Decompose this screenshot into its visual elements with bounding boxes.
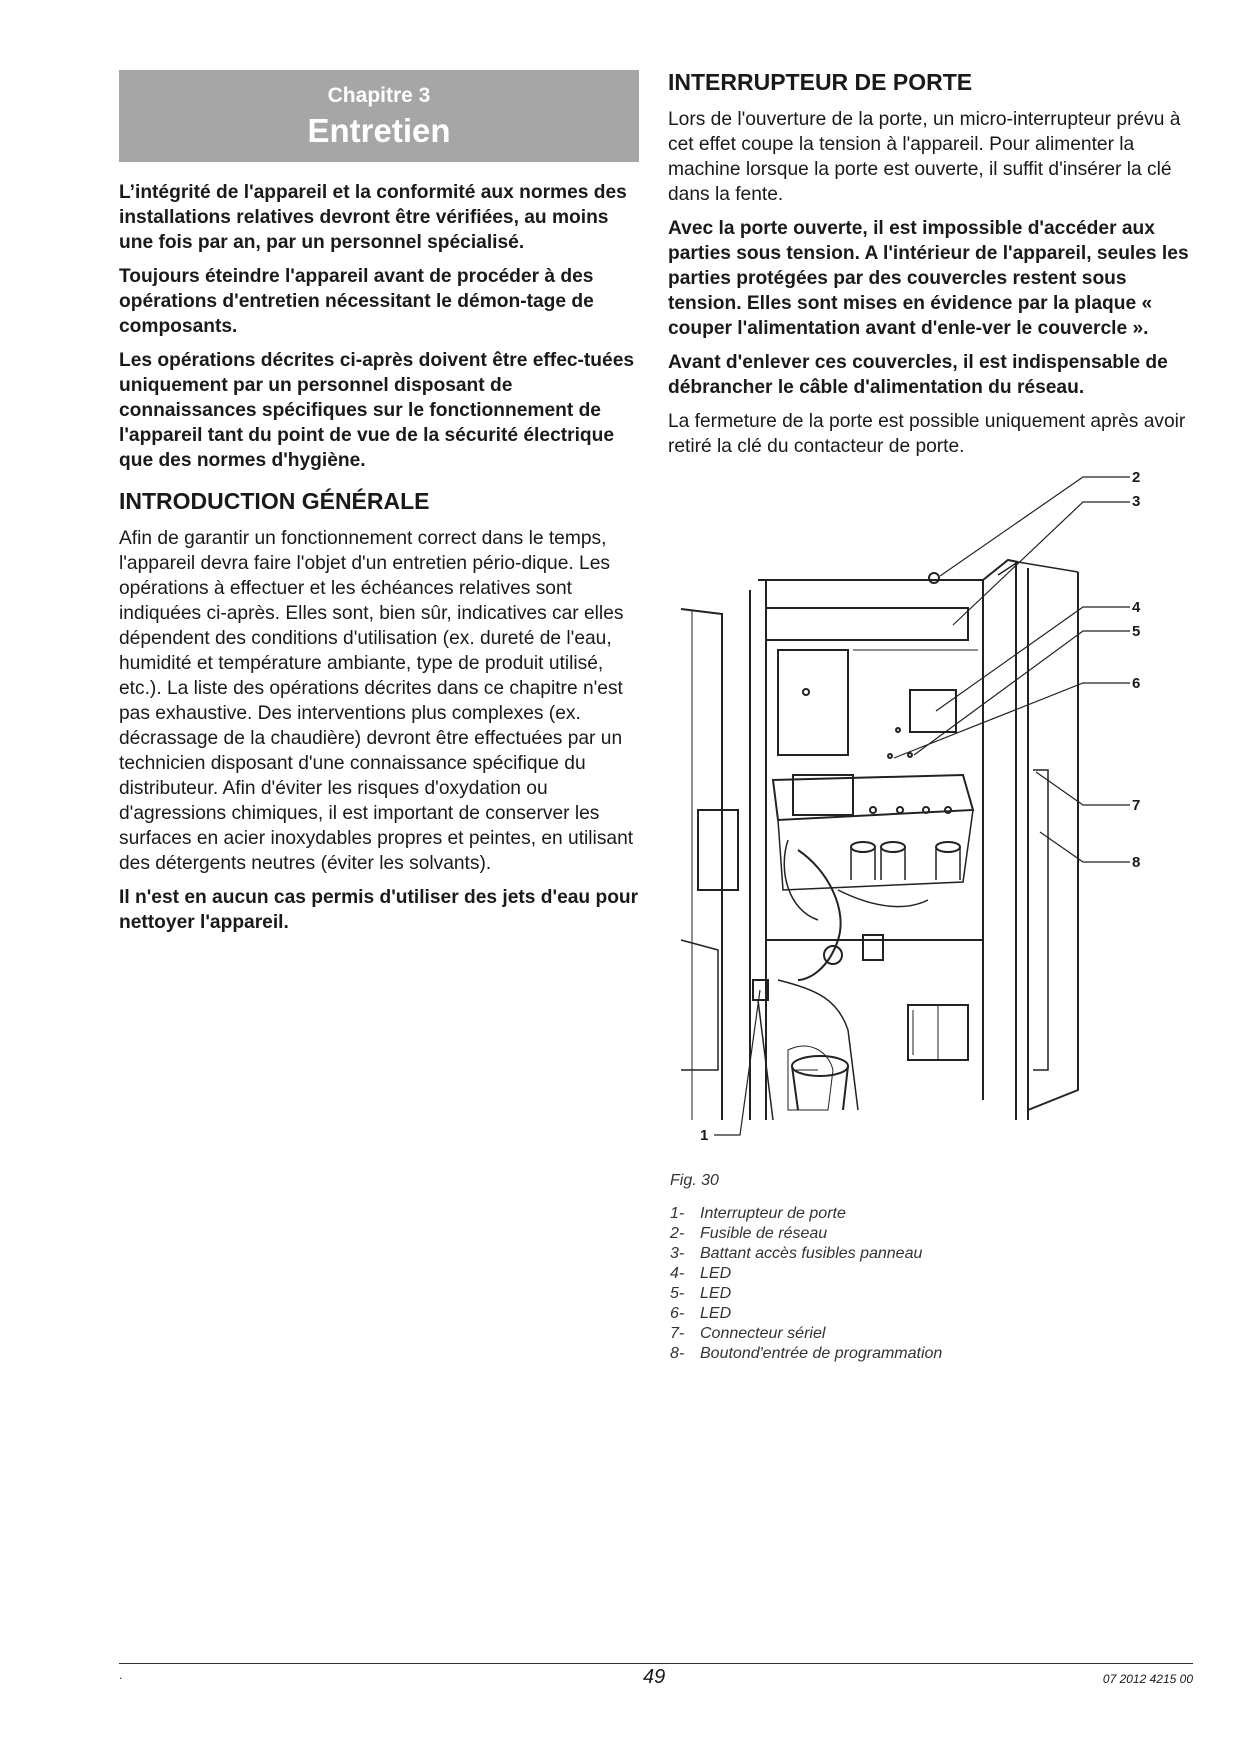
legend-item: 2- Fusible de réseau — [670, 1225, 828, 1242]
legend-item: 4- LED — [670, 1265, 732, 1282]
introduction-body: Afin de garantir un fonctionnement correct dans le temps, l'appareil devra faire l'objet d'un entretien pério-dique. Les opérations à effectuer et les échéances relatives sont indiquées ci-après. Elles sont, bien sûr, indicatives car elles dépendent des conditions d'utilisation (ex. dureté de l'eau, humidité et température ambiante, type de produit utilisé, etc.). La liste des opérations décrites dans ce chapitre n'est pas exhaustive. Des interventions plus complexes (ex. décrassage de la chaudière) devront être effectuées par un technicien disposant d'une connaissance spécifique du distributeur. Afin d'éviter les risques d'oxydation ou d'agressions chimiques, il est important de conserver les surfaces en acier inoxydables propres et peintes, en utilisant des détergents neutres (éviter les solvants). — [119, 528, 634, 874]
right-column — [668, 68, 1198, 468]
legend-item: 1- Interrupteur de porte — [670, 1205, 846, 1222]
legend-item: 8- Boutond'entrée de programmation — [670, 1345, 943, 1362]
chapter-header — [119, 70, 639, 162]
machine-interior-figure — [678, 469, 1178, 1165]
door-switch-paragraph-4: La fermeture de la porte est possible uniquement après avoir retiré la clé du contacteur de porte. — [668, 411, 1186, 457]
callout-5: 5 — [1132, 623, 1141, 640]
intro-paragraph-1: L’intégrité de l'appareil et la conformité aux normes des installations relatives devront être vérifiées, au moins une fois par an, par un personnel spécialisé. — [119, 182, 627, 253]
callout-3: 3 — [1132, 493, 1141, 510]
legend-item: 7- Connecteur sériel — [670, 1325, 826, 1342]
callout-2: 2 — [1132, 469, 1141, 486]
callout-4: 4 — [1132, 599, 1141, 616]
door-switch-paragraph-1: Lors de l'ouverture de la porte, un micro-interrupteur prévu à cet effet coupe la tension à l'appareil. Pour alimenter la machine lorsque la porte est ouverte, il suffit d'insérer la clé dans la fente. — [668, 109, 1181, 205]
intro-paragraph-2: Toujours éteindre l'appareil avant de procéder à des opérations d'entretien nécessitant le démon-tage de composants. — [119, 266, 594, 337]
figure-legend — [670, 1204, 942, 1364]
warning-paragraph: Il n'est en aucun cas permis d'utiliser des jets d'eau pour nettoyer l'appareil. — [119, 887, 639, 933]
document-code: 07 2012 4215 00 — [1102, 1672, 1193, 1686]
section-heading-door-switch: INTERRUPTEUR DE PORTE — [668, 69, 973, 95]
callout-1: 1 — [700, 1127, 709, 1144]
legend-item: 3- Battant accès fusibles panneau — [670, 1245, 923, 1262]
machine-illustration — [678, 469, 1178, 1165]
intro-paragraph-3: Les opérations décrites ci-après doivent être effec-tuées uniquement par un personnel disposant de connaissances spécifiques sur le fonctionnement de l'appareil tant du point de vue de la sécurité électrique que des normes d'hygiène. — [119, 350, 635, 471]
callout-8: 8 — [1132, 854, 1141, 871]
footer-divider — [119, 1663, 1193, 1664]
chapter-title: Entretien — [307, 112, 451, 149]
callout-6: 6 — [1132, 675, 1141, 692]
chapter-number: Chapitre 3 — [327, 84, 431, 107]
footer-mark: . — [119, 1668, 123, 1682]
callout-7: 7 — [1132, 797, 1141, 814]
figure-caption: Fig. 30 — [670, 1172, 719, 1189]
page-number: 49 — [643, 1666, 666, 1688]
legend-item: 5- LED — [670, 1285, 732, 1302]
section-heading-introduction: INTRODUCTION GÉNÉRALE — [119, 488, 430, 514]
door-switch-paragraph-2: Avec la porte ouverte, il est impossible d'accéder aux parties sous tension. A l'intérieur de l'appareil, seules les parties protégées par des couvercles restent sous tension. Elles sont mises en évidence par la plaque « couper l'alimentation avant d'enle-ver le couvercle ». — [668, 218, 1189, 339]
left-column — [119, 180, 644, 944]
legend-item: 6- LED — [670, 1305, 732, 1322]
door-switch-paragraph-3: Avant d'enlever ces couvercles, il est indispensable de débrancher le câble d'alimentation du réseau. — [668, 352, 1168, 398]
